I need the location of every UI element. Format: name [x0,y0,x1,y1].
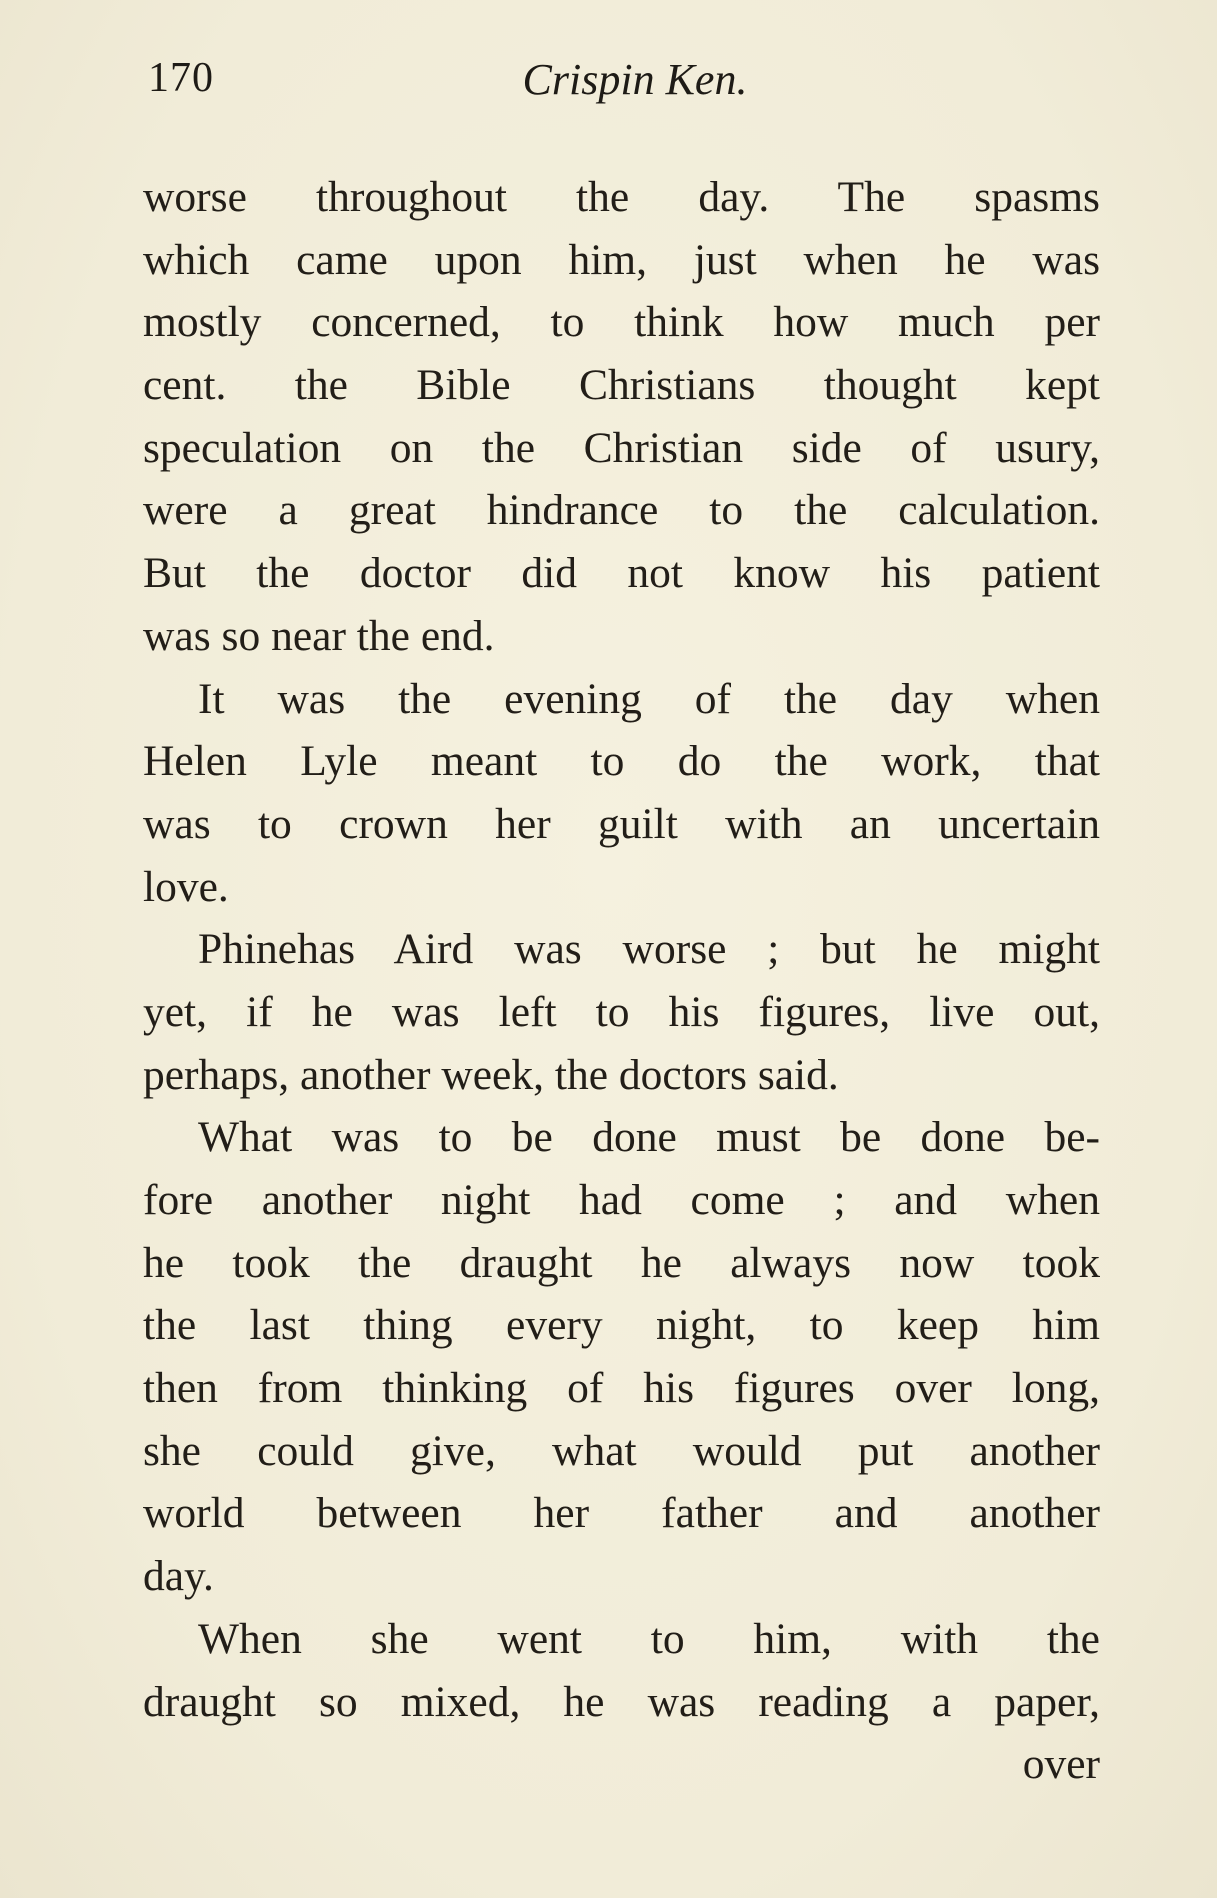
paragraph-start-line: What was to be done must be done be- [198,1113,1100,1162]
body-text [143,166,1100,1796]
paragraph-start-line: Phinehas Aird was worse ; but he might [198,925,1100,974]
text-line: Helen Lyle meant to do the work, that [143,737,1100,786]
catchword: over [1022,1740,1100,1789]
text-line: were a great hindrance to the calculation. [143,486,1100,535]
text-line: fore another night had come ; and when [143,1176,1100,1224]
text-line: But the doctor did not know his patient [143,549,1100,598]
paragraph-start-line: It was the evening of the day when [198,674,1100,723]
text-line: was to crown her guilt with an uncertain [143,799,1100,848]
running-head: Crispin Ken. [522,55,748,104]
text-line: the last thing every night, to keep him [143,1301,1100,1350]
text-line: day. [143,1552,214,1601]
text-line: then from thinking of his figures over long, [143,1364,1100,1413]
text-line: yet, if he was left to his figures, live out, [143,987,1100,1036]
text-line: which came upon him, just when he was [143,235,1100,284]
paragraph-start-line: When she went to him, with the [198,1614,1100,1663]
text-line: worse throughout the day. The spasms [143,173,1100,221]
text-line: was so near the end. [143,611,495,660]
text-line: draught so mixed, he was reading a paper, [143,1677,1100,1726]
page-number: 170 [148,55,214,101]
text-line: he took the draught he always now took [143,1238,1100,1287]
text-line: world between her father and another [143,1489,1100,1538]
text-line: cent. the Bible Christians thought kept [143,361,1100,410]
text-line: she could give, what would put another [143,1426,1100,1475]
text-line: speculation on the Christian side of usury, [143,423,1100,472]
text-line: love. [143,862,229,911]
text-line: mostly concerned, to think how much per [143,298,1100,347]
text-line: perhaps, another week, the doctors said. [143,1050,839,1099]
